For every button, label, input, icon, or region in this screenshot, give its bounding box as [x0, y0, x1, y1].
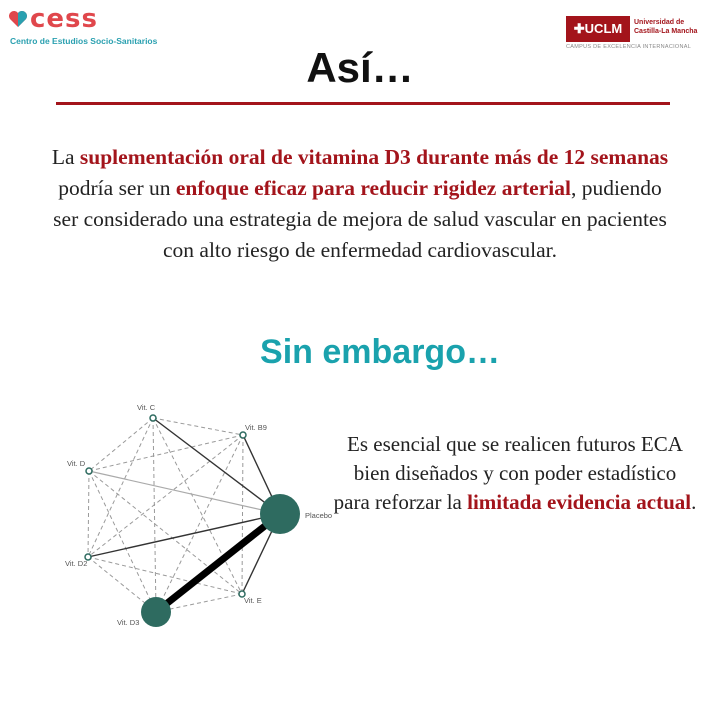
title-divider — [56, 102, 670, 105]
section-subtitle: Sin embargo… — [260, 333, 500, 371]
node-placebo — [260, 494, 300, 534]
node-label-placebo: Placebo — [305, 511, 333, 520]
edge-vitd-vitd2 — [88, 471, 89, 557]
recommendation-text: . — [691, 490, 697, 514]
paragraph-text: podría ser un — [58, 176, 176, 200]
node-label-vitd: Vit. D — [67, 459, 86, 468]
uclm-name-line2: Castilla-La Mancha — [634, 28, 698, 35]
heart-icon — [8, 10, 28, 28]
recommendation-paragraph — [330, 430, 700, 517]
edge-vitc-vite — [153, 418, 242, 594]
page-title: Así… — [306, 44, 414, 91]
uclm-mark-text: UCLM — [584, 21, 623, 36]
uclm-campus: CAMPUS DE EXCELENCIA INTERNACIONAL — [566, 44, 692, 50]
edge-vitc-vitb9 — [153, 418, 243, 435]
node-vitb9 — [240, 432, 246, 438]
paragraph-highlight: enfoque eficaz para reducir rigidez arterial — [175, 176, 571, 200]
uclm-name — [634, 18, 714, 36]
uclm-name-line1: Universidad de — [634, 19, 685, 26]
network-diagram — [55, 398, 345, 636]
node-label-vitd3: Vit. D3 — [117, 618, 140, 627]
recommendation-line — [330, 488, 700, 517]
node-label-vite: Vit. E — [244, 596, 262, 605]
uclm-mark — [566, 16, 630, 42]
node-vitd3 — [141, 597, 171, 627]
node-vitd — [86, 468, 92, 474]
edge-vitb9-vite — [242, 435, 243, 594]
edge-vitb9-vitd3 — [156, 435, 243, 612]
edge-vitc-vitd3 — [153, 418, 156, 612]
conclusion-paragraph — [50, 142, 670, 266]
edge-vitd-vitd3 — [89, 471, 156, 612]
recommendation-text: Es esencial que se realicen futuros ECA bien diseñados y con poder estadístico — [347, 432, 683, 485]
node-label-vitd2: Vit. D2 — [65, 559, 88, 568]
node-vitc — [150, 415, 156, 421]
cess-wordmark: cess — [30, 4, 98, 34]
paragraph-highlight: suplementación oral de vitamina D3 durante más de 12 semanas — [79, 145, 669, 169]
paragraph-text: La — [51, 145, 80, 169]
paragraph-text: , pudiendo ser considerado una estrategia de mejora de salud vascular en pacientes con alto riesgo de enfermedad cardiovascular. — [53, 176, 667, 262]
node-label-vitc: Vit. C — [137, 403, 156, 412]
node-label-vitb9: Vit. B9 — [245, 423, 267, 432]
uclm-cross-icon: ✚ — [573, 21, 585, 36]
cess-subtitle: Centro de Estudios Socio-Sanitarios — [10, 36, 158, 46]
recommendation-text: para reforzar la — [333, 490, 468, 514]
edge-vitc-vitd — [89, 418, 153, 471]
recommendation-highlight: limitada evidencia actual — [467, 490, 692, 514]
